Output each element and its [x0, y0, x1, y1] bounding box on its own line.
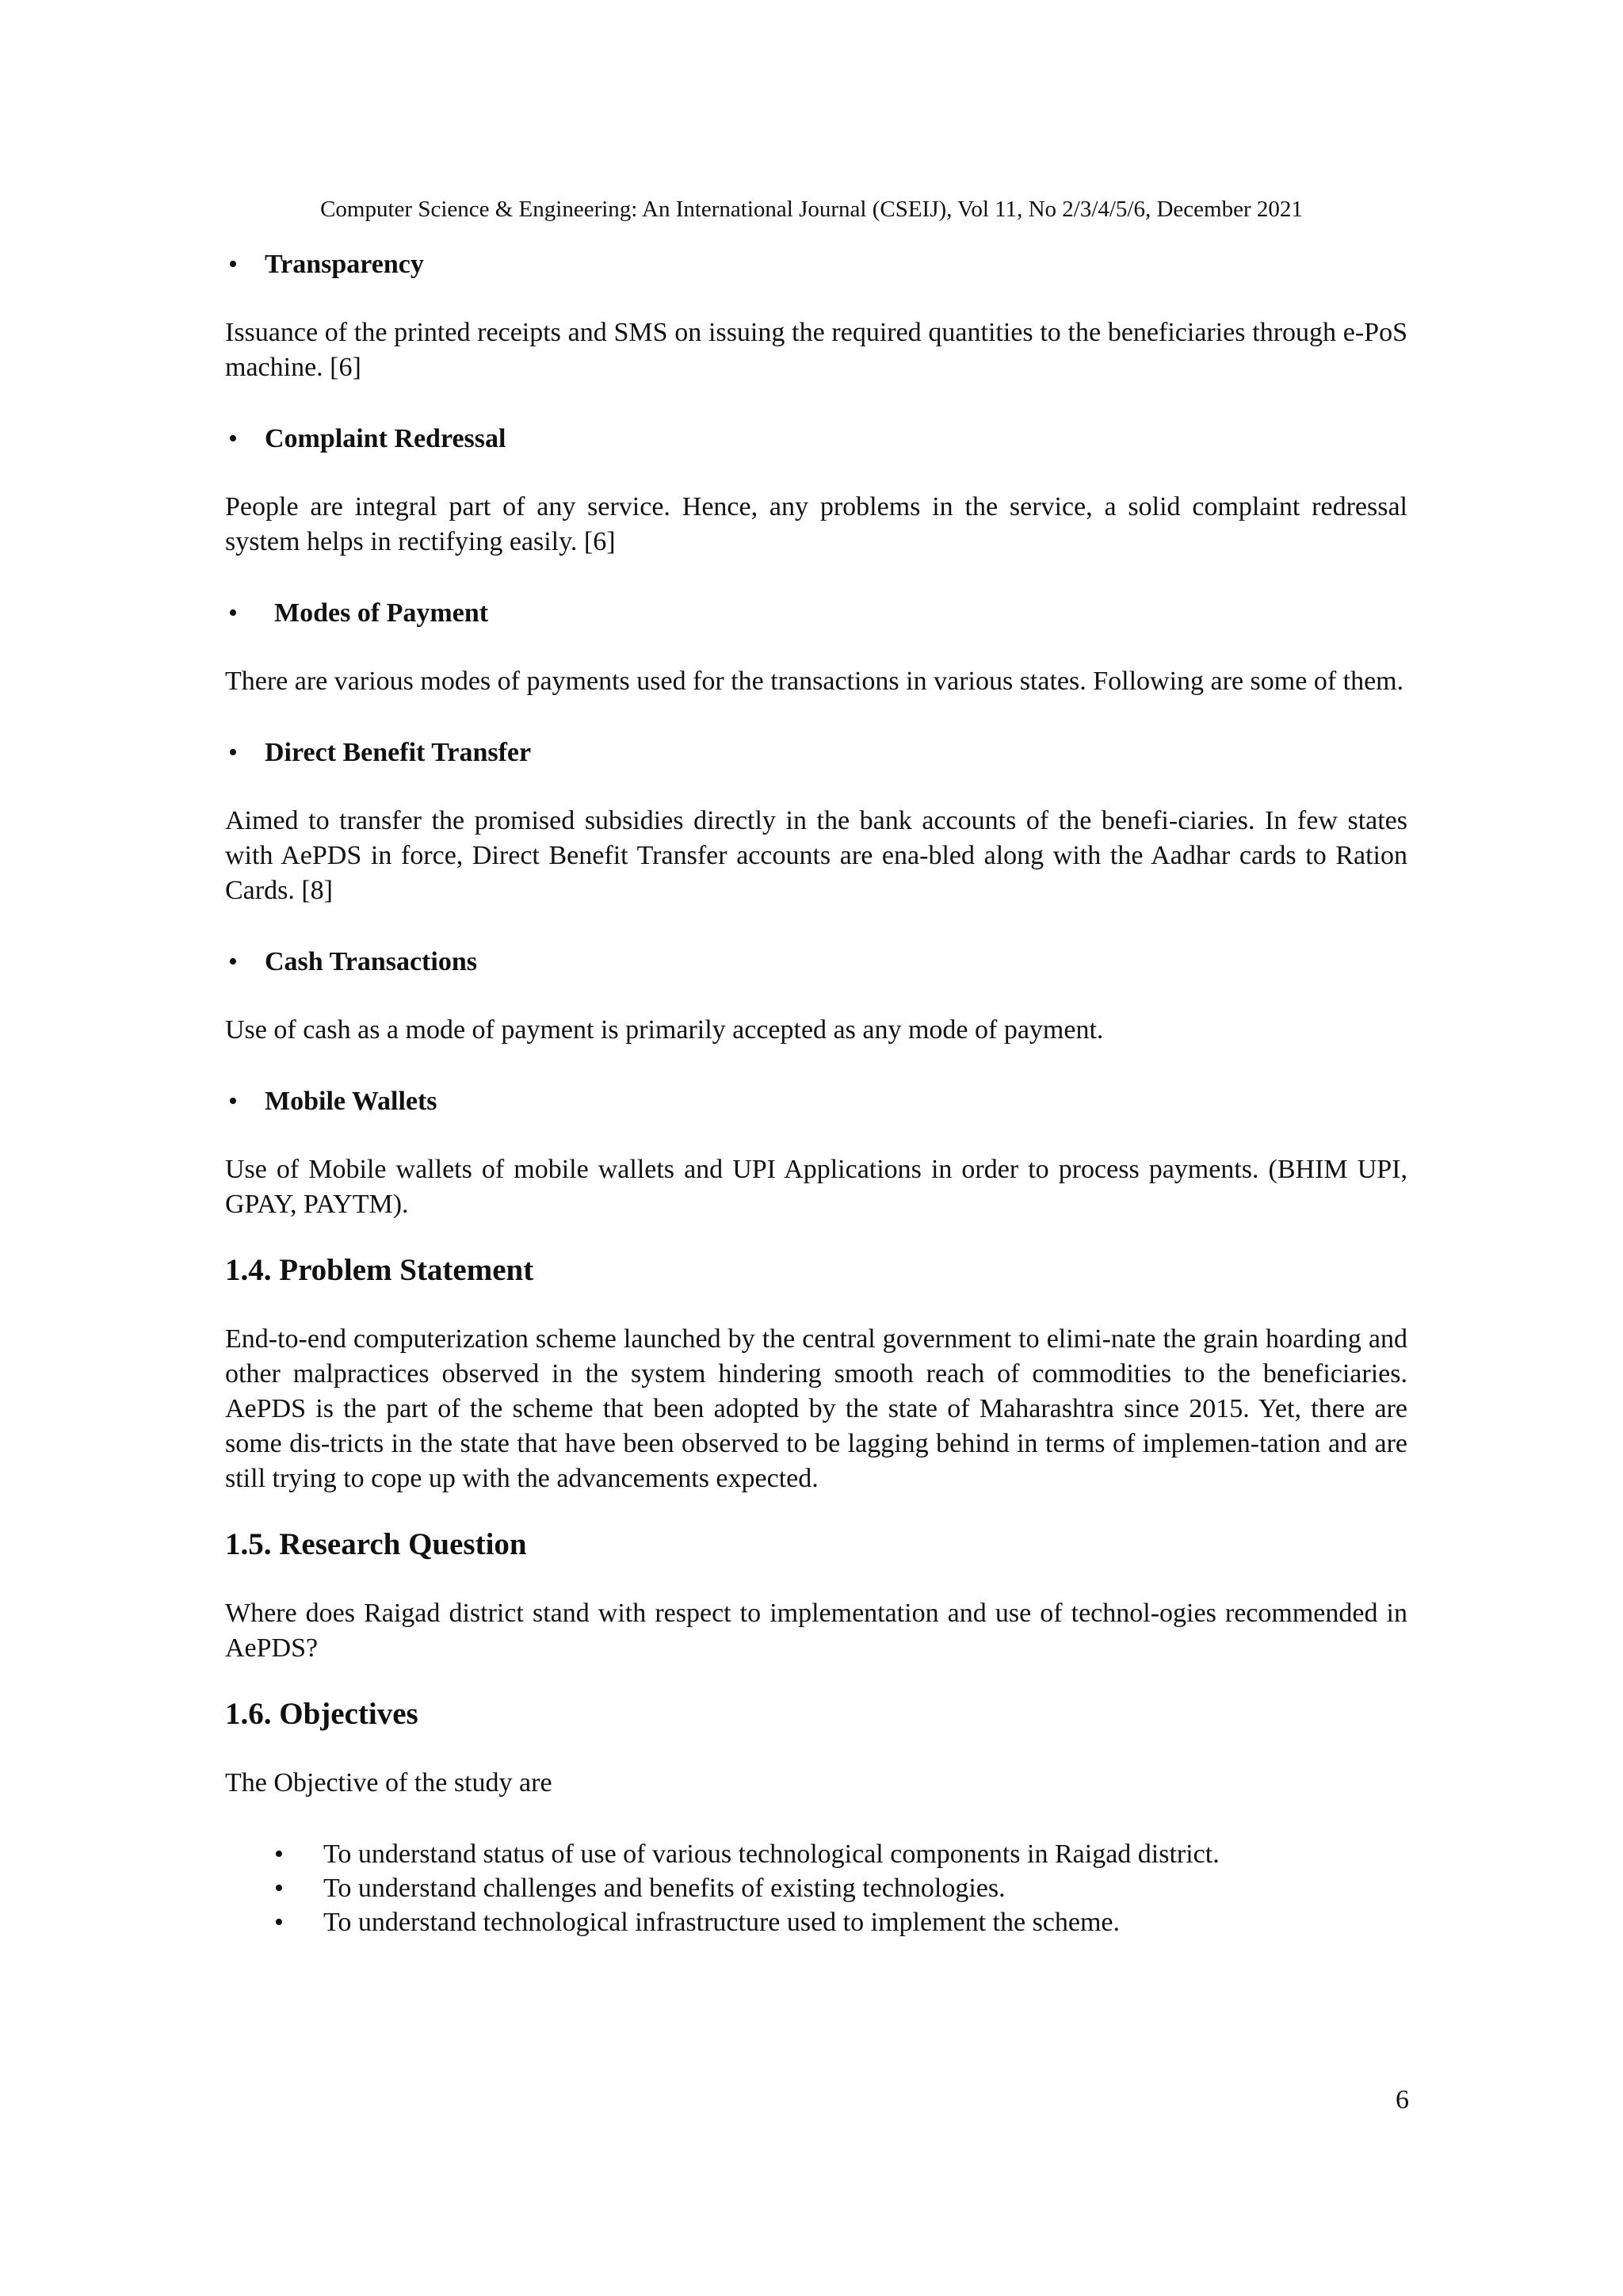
bullet-heading-direct-benefit-transfer	[225, 735, 1407, 770]
list-item-text: To understand status of use of various technological components in Raigad district.	[323, 1839, 1220, 1869]
bullet-icon: •	[228, 424, 238, 453]
paragraph-cash-transactions: Use of cash as a mode of payment is primarily accepted as any mode of payment.	[225, 1015, 1104, 1045]
heading-text: Mobile Wallets	[265, 1087, 437, 1116]
paragraph-direct-benefit-transfer: Aimed to transfer the promised subsidies directly in the bank accounts of the benefi-ciaries. In few states with AePDS in force, Direct Benefit Transfer accounts are ena-bled along with the Aadhar cards to Ration Cards. [8]	[225, 806, 1407, 905]
bullet-icon: •	[228, 1087, 238, 1116]
bullet-heading-complaint-redressal	[225, 422, 1407, 457]
bullet-icon: •	[228, 598, 238, 628]
bullet-icon: •	[228, 947, 238, 976]
paragraph-transparency: Issuance of the printed receipts and SMS on issuing the required quantities to the beneficiaries through e-PoS machine. [6]	[225, 318, 1407, 382]
list-item	[274, 1837, 1407, 1871]
paragraph-mobile-wallets: Use of Mobile wallets of mobile wallets and UPI Applications in order to process payments. (BHIM UPI, GPAY, PAYTM).	[225, 1155, 1407, 1219]
list-item-text: To understand challenges and benefits of existing technologies.	[323, 1874, 1006, 1903]
list-item	[274, 1905, 1407, 1939]
bullet-icon: •	[228, 738, 238, 767]
page-number: 6	[1396, 2085, 1409, 2115]
paragraph-objectives-intro: The Objective of the study are	[225, 1768, 552, 1797]
paragraph-research-question: Where does Raigad district stand with respect to implementation and use of technol-ogies recommended in AePDS?	[225, 1599, 1407, 1663]
bullet-icon: •	[274, 1874, 284, 1903]
running-header: Computer Science & Engineering: An International Journal (CSEIJ), Vol 11, No 2/3/4/5/6, December 2021	[320, 197, 1303, 222]
bullet-heading-modes-of-payment	[225, 596, 1407, 631]
page-body	[225, 247, 1407, 1939]
paragraph-complaint-redressal: People are integral part of any service. Hence, any problems in the service, a solid complaint redressal system helps in rectifying easily. [6]	[225, 492, 1407, 556]
bullet-heading-cash-transactions	[225, 945, 1407, 980]
heading-text: Modes of Payment	[274, 598, 489, 628]
heading-text: Complaint Redressal	[265, 424, 506, 453]
list-item-text: To understand technological infrastructure used to implement the scheme.	[323, 1908, 1121, 1937]
list-item	[274, 1871, 1407, 1905]
bullet-heading-mobile-wallets	[225, 1084, 1407, 1119]
section-heading-research-question: 1.5. Research Question	[225, 1527, 527, 1561]
heading-text: Transparency	[265, 250, 424, 279]
heading-text: Direct Benefit Transfer	[265, 738, 532, 767]
section-heading-objectives: 1.6. Objectives	[225, 1697, 418, 1731]
bullet-icon: •	[274, 1839, 284, 1869]
objectives-list	[225, 1837, 1407, 1939]
section-heading-problem-statement: 1.4. Problem Statement	[225, 1253, 534, 1287]
paragraph-modes-of-payment: There are various modes of payments used for the transactions in various states. Following are some of them.	[225, 667, 1404, 696]
bullet-heading-transparency	[225, 247, 1407, 282]
heading-text: Cash Transactions	[265, 947, 477, 976]
bullet-icon: •	[274, 1908, 284, 1937]
bullet-icon: •	[228, 250, 238, 279]
paragraph-problem-statement: End-to-end computerization scheme launched by the central government to elimi-nate the grain hoarding and other malpractices observed in the system hindering smooth reach of commodities to the beneficiaries. AePDS is the part of the scheme that been adopted by the state of Maharashtra since 2015. Yet, there are some dis-tricts in the state that have been observed to be lagging behind in terms of implemen-tation and are still trying to cope up with the advancements expected.	[225, 1324, 1407, 1493]
